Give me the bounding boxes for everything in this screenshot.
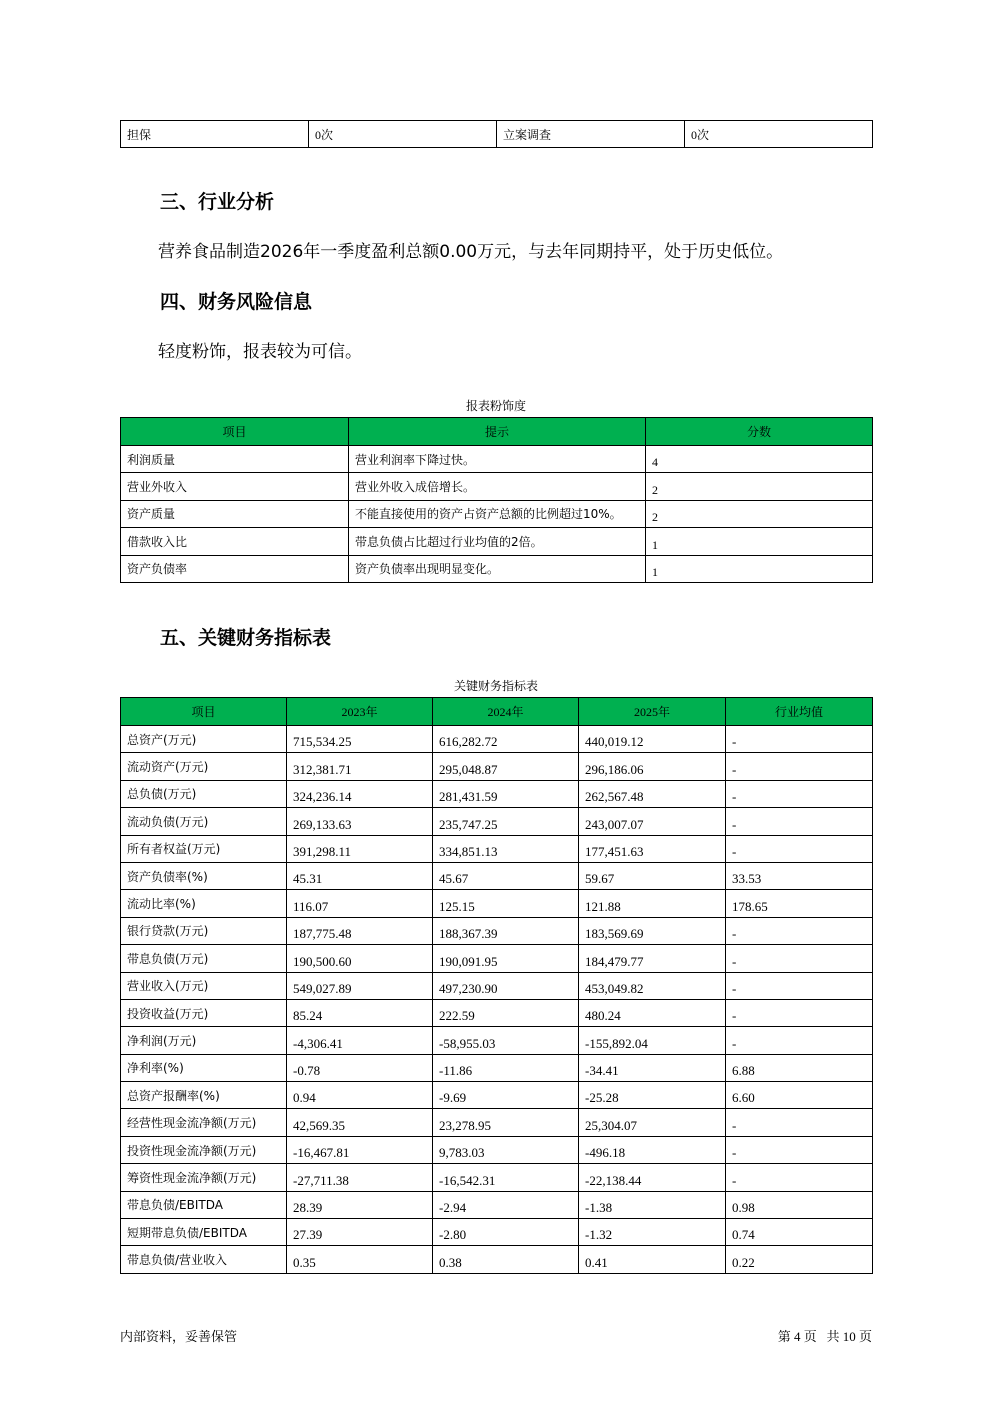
kpi-2024: 235,747.25 [433, 808, 579, 835]
kpi-2023: 549,027.89 [287, 972, 433, 999]
risk-hint: 营业外收入成倍增长。 [349, 473, 646, 500]
header-hint: 提示 [349, 418, 646, 446]
kpi-item: 总负债(万元) [121, 780, 287, 807]
cell-investigation-label: 立案调查 [497, 121, 685, 148]
kpi-2024: -2.94 [433, 1191, 579, 1218]
kpi-2024: -9.69 [433, 1082, 579, 1109]
kpi-2025: 121.88 [579, 890, 726, 917]
kpi-industry-avg: - [726, 999, 873, 1026]
risk-hint: 带息负债占比超过行业均值的2倍。 [349, 528, 646, 555]
kpi-item: 总资产(万元) [121, 726, 287, 753]
kpi-industry-avg: - [726, 1136, 873, 1163]
table-row [121, 555, 873, 582]
table-row [121, 945, 873, 972]
kpi-item: 投资收益(万元) [121, 999, 287, 1026]
kpi-industry-avg: - [726, 808, 873, 835]
kpi-2024: 222.59 [433, 999, 579, 1026]
table-row [121, 1219, 873, 1246]
kpi-2025: -496.18 [579, 1136, 726, 1163]
table-row [121, 780, 873, 807]
kpi-2023: 45.31 [287, 862, 433, 889]
kpi-2024: -16,542.31 [433, 1164, 579, 1191]
risk-item: 资产质量 [121, 500, 349, 527]
kpi-item: 投资性现金流净额(万元) [121, 1136, 287, 1163]
kpi-2024: 0.38 [433, 1246, 579, 1273]
section5-heading: 五、关键财务指标表 [160, 627, 332, 649]
kpi-industry-avg: 178.65 [726, 890, 873, 917]
cell-guarantee-value: 0次 [309, 121, 497, 148]
kpi-industry-avg: - [726, 1027, 873, 1054]
kpi-industry-avg: - [726, 726, 873, 753]
kpi-2025: -34.41 [579, 1054, 726, 1081]
kpi-2025: -155,892.04 [579, 1027, 726, 1054]
kpi-industry-avg: 33.53 [726, 862, 873, 889]
kpi-industry-avg: - [726, 780, 873, 807]
kpi-industry-avg: - [726, 972, 873, 999]
kpi-industry-avg: 6.88 [726, 1054, 873, 1081]
kpi-2025: 59.67 [579, 862, 726, 889]
table-row [121, 1109, 873, 1136]
kpi-2025: -1.38 [579, 1191, 726, 1218]
table-row [121, 1191, 873, 1218]
table-row [121, 890, 873, 917]
section3-text: 营养食品制造2026年一季度盈利总额0.00万元，与去年同期持平，处于历史低位。 [158, 242, 784, 262]
kpi-2023: -4,306.41 [287, 1027, 433, 1054]
kpi-2024: 23,278.95 [433, 1109, 579, 1136]
table-row [121, 808, 873, 835]
kpi-industry-avg: 0.98 [726, 1191, 873, 1218]
kpi-2023: 269,133.63 [287, 808, 433, 835]
risk-score: 1 [646, 555, 873, 582]
section3-heading: 三、行业分析 [160, 191, 275, 213]
kpi-industry-avg: - [726, 917, 873, 944]
kpi-item: 所有者权益(万元) [121, 835, 287, 862]
table-header-row [121, 418, 873, 446]
table-row [121, 473, 873, 500]
cell-investigation-value: 0次 [685, 121, 873, 148]
kpi-item: 流动比率(%) [121, 890, 287, 917]
kpi-2023: 85.24 [287, 999, 433, 1026]
risk-score: 4 [646, 446, 873, 473]
kpi-2024: 188,367.39 [433, 917, 579, 944]
table-row [121, 446, 873, 473]
header-score: 分数 [646, 418, 873, 446]
risk-hint: 资产负债率出现明显变化。 [349, 555, 646, 582]
table-row [121, 917, 873, 944]
kpi-2025: -25.28 [579, 1082, 726, 1109]
kpi-2024: 497,230.90 [433, 972, 579, 999]
kpi-2023: 312,381.71 [287, 753, 433, 780]
kpi-item: 筹资性现金流净额(万元) [121, 1164, 287, 1191]
header-industry-avg: 行业均值 [726, 698, 873, 726]
kpi-table-title: 关键财务指标表 [453, 679, 538, 693]
section4-text: 轻度粉饰，报表较为可信。 [158, 342, 362, 362]
kpi-2023: 116.07 [287, 890, 433, 917]
kpi-2023: -16,467.81 [287, 1136, 433, 1163]
kpi-2024: 295,048.87 [433, 753, 579, 780]
kpi-2025: 243,007.07 [579, 808, 726, 835]
kpi-table [120, 697, 873, 1274]
kpi-2025: -1.32 [579, 1219, 726, 1246]
kpi-2024: 125.15 [433, 890, 579, 917]
kpi-item: 带息负债/EBITDA [121, 1191, 287, 1218]
kpi-2023: -27,711.38 [287, 1164, 433, 1191]
kpi-2023: 324,236.14 [287, 780, 433, 807]
footer-page-number: 第 4 页 共 10 页 [777, 1329, 872, 1344]
kpi-table-body [121, 726, 873, 1274]
kpi-item: 总资产报酬率(%) [121, 1082, 287, 1109]
kpi-item: 带息负债/营业收入 [121, 1246, 287, 1273]
kpi-industry-avg: - [726, 835, 873, 862]
kpi-industry-avg: 0.22 [726, 1246, 873, 1273]
kpi-industry-avg: 0.74 [726, 1219, 873, 1246]
kpi-item: 净利润(万元) [121, 1027, 287, 1054]
footer-left: 内部资料，妥善保管 [120, 1330, 238, 1345]
table-row [121, 972, 873, 999]
risk-table-title: 报表粉饰度 [465, 399, 526, 413]
kpi-2025: 480.24 [579, 999, 726, 1026]
table-row [121, 1246, 873, 1273]
kpi-industry-avg: - [726, 1164, 873, 1191]
kpi-item: 净利率(%) [121, 1054, 287, 1081]
risk-item: 借款收入比 [121, 528, 349, 555]
header-item: 项目 [121, 698, 287, 726]
table-header-row [121, 698, 873, 726]
kpi-2023: -0.78 [287, 1054, 433, 1081]
kpi-2025: 453,049.82 [579, 972, 726, 999]
kpi-industry-avg: - [726, 753, 873, 780]
risk-score: 2 [646, 500, 873, 527]
kpi-item: 营业收入(万元) [121, 972, 287, 999]
table-row [121, 528, 873, 555]
kpi-2023: 715,534.25 [287, 726, 433, 753]
guarantee-table [120, 120, 873, 148]
header-2025: 2025年 [579, 698, 726, 726]
cell-guarantee-label: 担保 [121, 121, 309, 148]
kpi-2023: 28.39 [287, 1191, 433, 1218]
kpi-2024: 281,431.59 [433, 780, 579, 807]
kpi-item: 银行贷款(万元) [121, 917, 287, 944]
kpi-2024: -2.80 [433, 1219, 579, 1246]
kpi-2023: 190,500.60 [287, 945, 433, 972]
kpi-2023: 391,298.11 [287, 835, 433, 862]
risk-item: 营业外收入 [121, 473, 349, 500]
risk-score: 1 [646, 528, 873, 555]
kpi-2023: 0.35 [287, 1246, 433, 1273]
risk-table [120, 417, 873, 583]
header-2024: 2024年 [433, 698, 579, 726]
risk-hint: 不能直接使用的资产占资产总额的比例超过10%。 [349, 500, 646, 527]
kpi-item: 资产负债率(%) [121, 862, 287, 889]
kpi-2023: 0.94 [287, 1082, 433, 1109]
kpi-2025: 183,569.69 [579, 917, 726, 944]
kpi-industry-avg: - [726, 945, 873, 972]
table-row [121, 999, 873, 1026]
table-row [121, 862, 873, 889]
kpi-2025: 184,479.77 [579, 945, 726, 972]
kpi-industry-avg: - [726, 1109, 873, 1136]
kpi-2024: 334,851.13 [433, 835, 579, 862]
table-row [121, 1082, 873, 1109]
risk-score: 2 [646, 473, 873, 500]
kpi-item: 短期带息负债/EBITDA [121, 1219, 287, 1246]
table-row [121, 726, 873, 753]
kpi-2024: 190,091.95 [433, 945, 579, 972]
kpi-2024: -58,955.03 [433, 1027, 579, 1054]
kpi-industry-avg: 6.60 [726, 1082, 873, 1109]
kpi-2025: -22,138.44 [579, 1164, 726, 1191]
kpi-2024: 616,282.72 [433, 726, 579, 753]
kpi-2025: 177,451.63 [579, 835, 726, 862]
header-2023: 2023年 [287, 698, 433, 726]
table-row [121, 1027, 873, 1054]
risk-item: 利润质量 [121, 446, 349, 473]
kpi-item: 流动负债(万元) [121, 808, 287, 835]
risk-item: 资产负债率 [121, 555, 349, 582]
kpi-2024: 45.67 [433, 862, 579, 889]
kpi-2025: 296,186.06 [579, 753, 726, 780]
risk-hint: 营业利润率下降过快。 [349, 446, 646, 473]
kpi-item: 经营性现金流净额(万元) [121, 1109, 287, 1136]
table-row [121, 121, 873, 148]
kpi-item: 带息负债(万元) [121, 945, 287, 972]
table-row [121, 1136, 873, 1163]
kpi-2023: 27.39 [287, 1219, 433, 1246]
kpi-2025: 440,019.12 [579, 726, 726, 753]
table-row [121, 1164, 873, 1191]
kpi-2023: 187,775.48 [287, 917, 433, 944]
header-item: 项目 [121, 418, 349, 446]
table-row [121, 753, 873, 780]
section4-heading: 四、财务风险信息 [160, 291, 313, 313]
table-row [121, 1054, 873, 1081]
kpi-2025: 0.41 [579, 1246, 726, 1273]
kpi-2023: 42,569.35 [287, 1109, 433, 1136]
kpi-2024: -11.86 [433, 1054, 579, 1081]
table-row [121, 500, 873, 527]
kpi-2025: 25,304.07 [579, 1109, 726, 1136]
kpi-item: 流动资产(万元) [121, 753, 287, 780]
table-row [121, 835, 873, 862]
kpi-2025: 262,567.48 [579, 780, 726, 807]
kpi-2024: 9,783.03 [433, 1136, 579, 1163]
